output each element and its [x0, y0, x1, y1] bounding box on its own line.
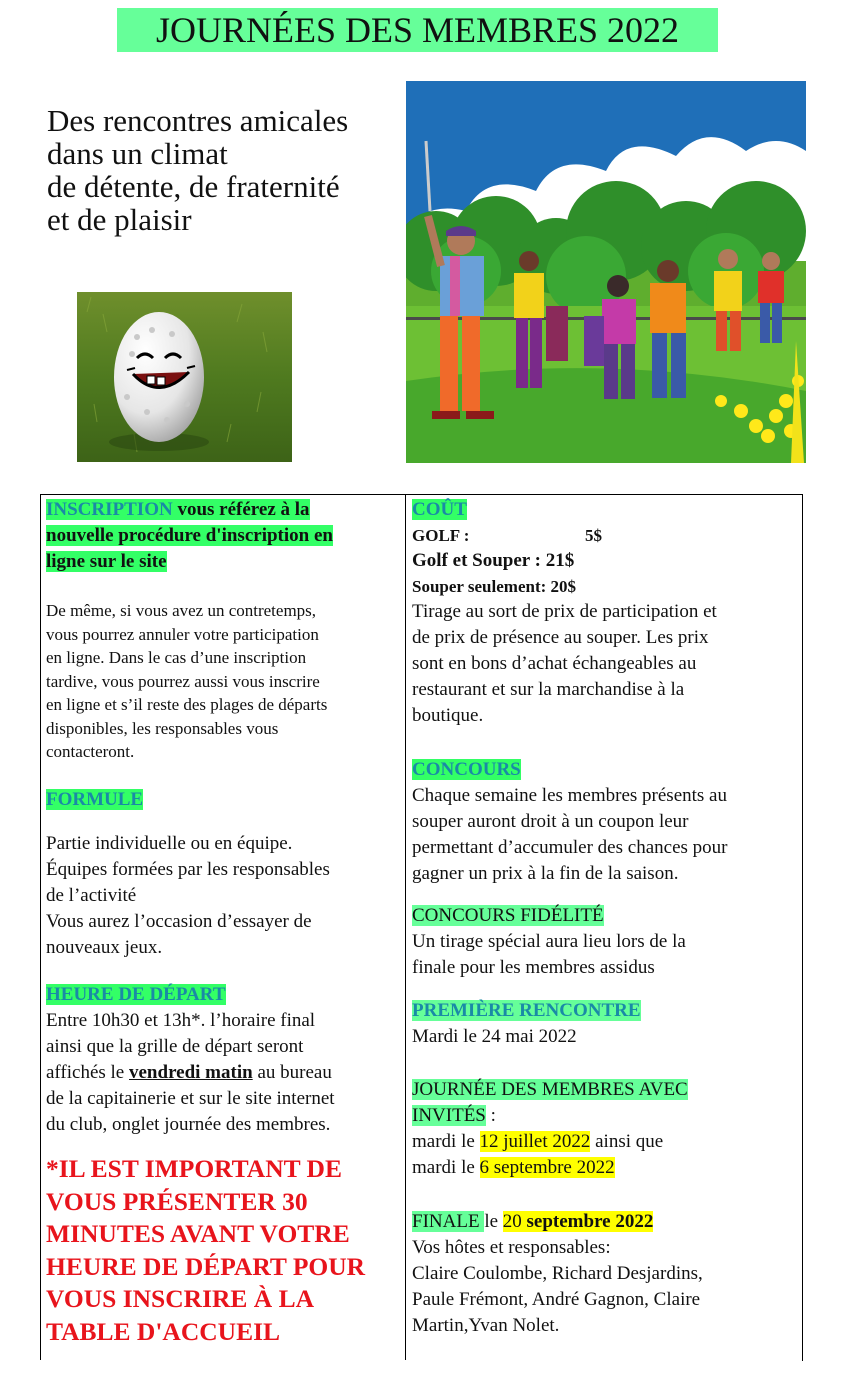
inscription-body-line: disponibles, les responsables vous [46, 718, 279, 738]
important-line: MINUTES AVANT VOTRE [46, 1219, 350, 1248]
important-line: VOUS PRÉSENTER 30 [46, 1186, 308, 1216]
concours-line: Chaque semaine les membres présents au [412, 785, 727, 806]
invites-colon: : [485, 1105, 496, 1126]
formule-heading: FORMULE [46, 789, 144, 810]
souper-price: Souper seulement: 20$ [412, 577, 577, 596]
invites-l1c: ainsi que [590, 1131, 664, 1152]
heure-line3c: au bureau [252, 1062, 332, 1083]
invites-date1: 12 juillet 2022 [479, 1131, 591, 1152]
heure-line: du club, onglet journée des membres. [46, 1114, 331, 1135]
fidelite-section [412, 903, 686, 981]
hosts-line: Martin,Yvan Nolet. [412, 1315, 560, 1336]
concours-line: gagner un prix à la fin de la saison. [412, 863, 679, 884]
premiere-section [412, 998, 641, 1050]
cout-heading: COÛT [412, 499, 467, 520]
golf-price: 5$ [585, 526, 602, 545]
invites-l2a: mardi le [412, 1157, 480, 1178]
table-left-border [40, 494, 41, 1360]
formule-line: de l’activité [46, 885, 137, 906]
inscription-body-line: De même, si vous avez un contretemps, [46, 601, 317, 620]
inscription-line3: ligne sur le site [46, 551, 167, 572]
formule-line: Partie individuelle ou en équipe. [46, 833, 293, 854]
formule-line: nouveaux jeux. [46, 937, 163, 958]
heure-line: de la capitainerie et sur le site internet [46, 1088, 335, 1109]
heure-line: Entre 10h30 et 13h*. l’horaire final [46, 1010, 316, 1031]
heure-line3a: affichés le [46, 1062, 129, 1083]
concours-line: souper auront droit à un coupon leur [412, 811, 689, 832]
golf-label: GOLF : [412, 526, 470, 545]
hosts-label: Vos hôtes et responsables: [412, 1237, 611, 1258]
fidelite-line: Un tirage spécial aura lieu lors de la [412, 931, 686, 952]
inscription-body-line: tardive, vous pourrez aussi vous inscrire [46, 671, 320, 691]
invites-heading1: JOURNÉE DES MEMBRES AVEC [412, 1079, 688, 1100]
invites-date2: 6 septembre 2022 [479, 1157, 615, 1178]
tagline-line: de détente, de fraternité [47, 169, 340, 204]
golf-ball-illustration [77, 292, 292, 462]
important-line: VOUS INSCRIRE À LA [46, 1284, 314, 1313]
cout-body-line: boutique. [412, 705, 484, 726]
vendredi-matin: vendredi matin [129, 1062, 253, 1083]
important-line: TABLE D'ACCUEIL [46, 1316, 281, 1346]
inscription-section [46, 497, 402, 575]
page-title: JOURNÉES DES MEMBRES 2022 [117, 8, 718, 52]
important-notice [46, 1153, 365, 1348]
fidelite-line: finale pour les membres assidus [412, 957, 655, 978]
hosts-line: Claire Coulombe, Richard Desjardins, [412, 1263, 703, 1284]
formule-line: Vous aurez l’occasion d’essayer de [46, 911, 312, 932]
fidelite-heading: CONCOURS FIDÉLITÉ [412, 905, 604, 926]
important-line: HEURE DE DÉPART POUR [46, 1251, 366, 1281]
formule-heading-wrap [46, 787, 143, 813]
premiere-heading: PREMIÈRE RENCONTRE [412, 1000, 641, 1021]
cout-body-line: sont en bons d’achat échangeables au [412, 653, 697, 674]
golf-souper-price: Golf et Souper : 21$ [412, 550, 575, 571]
table-column-divider [405, 494, 406, 1360]
finale-le: le [484, 1211, 503, 1232]
inscription-heading: INSCRIPTION [46, 499, 173, 520]
hosts-line: Paule Frémont, André Gagnon, Claire [412, 1289, 701, 1310]
inscription-line2: nouvelle procédure d'inscription en [46, 525, 333, 546]
finale-date-num: 20 [502, 1211, 522, 1232]
finale-heading: FINALE [412, 1211, 485, 1232]
cout-body-line: Tirage au sort de prix de participation et [412, 601, 717, 622]
inscription-body-line: vous pourrez annuler votre participation [46, 624, 319, 644]
golfers-illustration [406, 81, 806, 463]
tagline [47, 104, 348, 236]
finale-date [503, 1211, 654, 1232]
invites-section [412, 1077, 688, 1181]
concours-heading: CONCOURS [412, 759, 521, 780]
cout-body-line: de prix de présence au souper. Les prix [412, 627, 709, 648]
premiere-date: Mardi le 24 mai 2022 [412, 1026, 577, 1047]
formule-line: Équipes formées par les responsables [46, 859, 330, 880]
inscription-line1: vous référez à la [172, 499, 310, 520]
tagline-line: Des rencontres amicales [47, 103, 349, 138]
important-line: *IL EST IMPORTANT DE [46, 1154, 342, 1183]
inscription-body [46, 599, 327, 764]
concours-section [412, 757, 727, 887]
formule-body [46, 831, 330, 961]
finale-date-rest: septembre 2022 [521, 1211, 654, 1232]
tagline-line: dans un climat [47, 136, 228, 171]
inscription-body-line: en ligne. Dans le cas d’une inscription [46, 648, 307, 667]
finale-section [412, 1209, 703, 1339]
heure-line: ainsi que la grille de départ seront [46, 1036, 304, 1057]
cout-section [412, 497, 717, 729]
inscription-body-line: en ligne et s’il reste des plages de départs [46, 695, 328, 714]
invites-l1a: mardi le [412, 1131, 480, 1152]
cout-body-line: restaurant et sur la marchandise à la [412, 679, 685, 700]
heure-section [46, 982, 335, 1138]
heure-heading: HEURE DE DÉPART [46, 984, 226, 1005]
concours-line: permettant d’accumuler des chances pour [412, 837, 728, 858]
inscription-body-line: contacteront. [46, 742, 135, 761]
invites-heading2: INVITÉS [412, 1105, 486, 1126]
tagline-line: et de plaisir [47, 202, 192, 237]
